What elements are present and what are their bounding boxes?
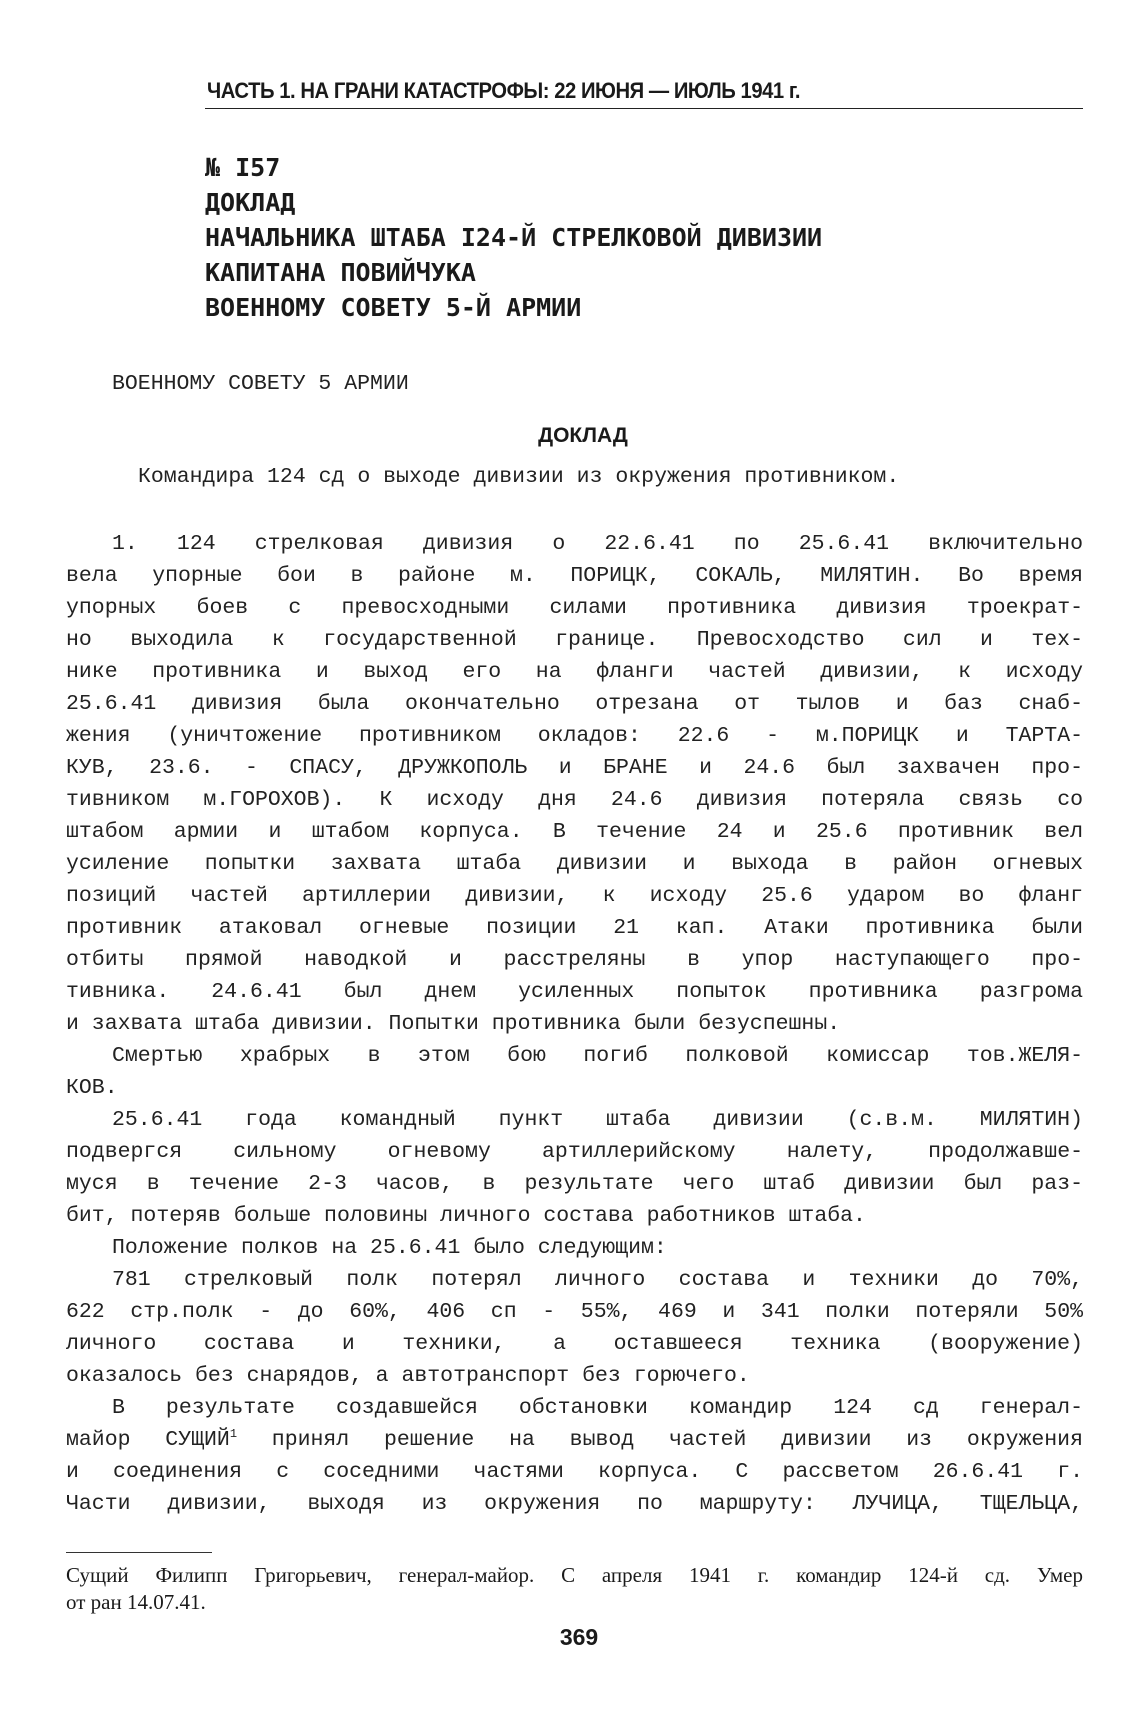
body-line: и захвата штаба дивизии. Попытки противника были безуспешны. bbox=[66, 1012, 841, 1036]
footnote-line: Сущий Филипп Григорьевич, генерал-майор. С апреля 1941 г. командир 124-й сд. Умер bbox=[66, 1563, 1083, 1587]
report-heading: ДОКЛАД bbox=[538, 424, 628, 447]
body-line-text: майор СУЩИЙ bbox=[66, 1428, 230, 1452]
body-line: личного состава и техники, а оставшееся техника (вооружение) bbox=[66, 1332, 1083, 1356]
body-line: Смертью храбрых в этом бою погиб полковой комиссар тов.ЖЕЛЯ- bbox=[112, 1044, 1083, 1068]
report-body bbox=[66, 528, 1083, 1520]
footnote-separator bbox=[66, 1552, 212, 1553]
body-line: упорных боев с превосходными силами противника дивизия троекрат- bbox=[66, 596, 1083, 620]
title-line: ДОКЛАД bbox=[205, 188, 296, 217]
body-line: Части дивизии, выходя из окружения по маршруту: ЛУЧИЦА, ТЩЕЛЬЦА, bbox=[66, 1492, 1083, 1516]
body-line bbox=[66, 1424, 1083, 1456]
title-line: ВОЕННОМУ СОВЕТУ 5-Й АРМИИ bbox=[205, 293, 582, 322]
header-rule bbox=[205, 108, 1083, 109]
footnote-line: от ран 14.07.41. bbox=[66, 1590, 206, 1614]
body-line: и соединения с соседними частями корпуса. С рассветом 26.6.41 г. bbox=[66, 1460, 1083, 1484]
body-line: В результате создавшейся обстановки командир 124 сд генерал- bbox=[112, 1396, 1083, 1420]
body-line: жения (уничтожение противником окладов: 22.6 - м.ПОРИЦК и ТАРТА- bbox=[66, 724, 1083, 748]
body-line: нике противника и выход его на фланги частей дивизии, к исходу bbox=[66, 660, 1083, 684]
body-line: оказалось без снарядов, а автотранспорт без горючего. bbox=[66, 1364, 750, 1388]
body-line: тивником м.ГОРОХОВ). К исходу дня 24.6 дивизия потеряла связь со bbox=[66, 788, 1083, 812]
body-line: противник атаковал огневые позиции 21 кап. Атаки противника были bbox=[66, 916, 1083, 940]
body-line: вела упорные бои в районе м. ПОРИЦК, СОКАЛЬ, МИЛЯТИН. Во время bbox=[66, 564, 1083, 588]
page-number: 369 bbox=[559, 1624, 599, 1650]
document-number: № I57 bbox=[205, 153, 281, 182]
body-line: КУВ, 23.6. - СПАСУ, ДРУЖКОПОЛЬ и БРАНЕ и 24.6 был захвачен про- bbox=[66, 756, 1083, 780]
body-line: 622 стр.полк - до 60%, 406 сп - 55%, 469 и 341 полки потеряли 50% bbox=[66, 1300, 1083, 1324]
footnote bbox=[66, 1562, 1083, 1616]
body-line: позиций частей артиллерии дивизии, к исходу 25.6 ударом во фланг bbox=[66, 884, 1083, 908]
body-line: муся в течение 2-3 часов, в результате чего штаб дивизии был раз- bbox=[66, 1172, 1083, 1196]
running-header: ЧАСТЬ 1. НА ГРАНИ КАТАСТРОФЫ: 22 ИЮНЯ — ИЮЛЬ 1941 г. bbox=[207, 78, 800, 103]
body-line: 25.6.41 дивизия была окончательно отрезана от тылов и баз снаб- bbox=[66, 692, 1083, 716]
body-line: отбиты прямой наводкой и расстреляны в упор наступающего про- bbox=[66, 948, 1083, 972]
title-line: НАЧАЛЬНИКА ШТАБА I24-Й СТРЕЛКОВОЙ ДИВИЗИИ bbox=[205, 223, 823, 252]
body-line: 25.6.41 года командный пункт штаба дивизии (с.в.м. МИЛЯТИН) bbox=[112, 1108, 1083, 1132]
report-subtitle: Командира 124 сд о выходе дивизии из окружения противником. bbox=[138, 465, 900, 489]
body-line: 1. 124 стрелковая дивизия о 22.6.41 по 25.6.41 включительно bbox=[112, 532, 1083, 556]
title-line: КАПИТАНА ПОВИЙЧУКА bbox=[205, 258, 476, 287]
body-line: штабом армии и штабом корпуса. В течение 24 и 25.6 противник вел bbox=[66, 820, 1083, 844]
body-line: тивника. 24.6.41 был днем усиленных попыток противника разгрома bbox=[66, 980, 1083, 1004]
body-line: но выходила к государственной границе. Превосходство сил и тех- bbox=[66, 628, 1083, 652]
body-line-text: принял решение на вывод частей дивизии из окружения bbox=[237, 1428, 1083, 1452]
body-line: Положение полков на 25.6.41 было следующим: bbox=[112, 1236, 667, 1260]
body-line: 781 стрелковый полк потерял личного состава и техники до 70%, bbox=[112, 1268, 1083, 1292]
body-line: усиление попытки захвата штаба дивизии и выхода в район огневых bbox=[66, 852, 1083, 876]
footnote-marker: 1 bbox=[229, 1426, 238, 1441]
body-line: подвергся сильному огневому артиллерийскому налету, продолжавше- bbox=[66, 1140, 1083, 1164]
addressee: ВОЕННОМУ СОВЕТУ 5 АРМИИ bbox=[112, 372, 409, 396]
body-line: бит, потеряв больше половины личного состава работников штаба. bbox=[66, 1204, 866, 1228]
document-title-block bbox=[205, 150, 822, 325]
body-line: КОВ. bbox=[66, 1076, 118, 1100]
